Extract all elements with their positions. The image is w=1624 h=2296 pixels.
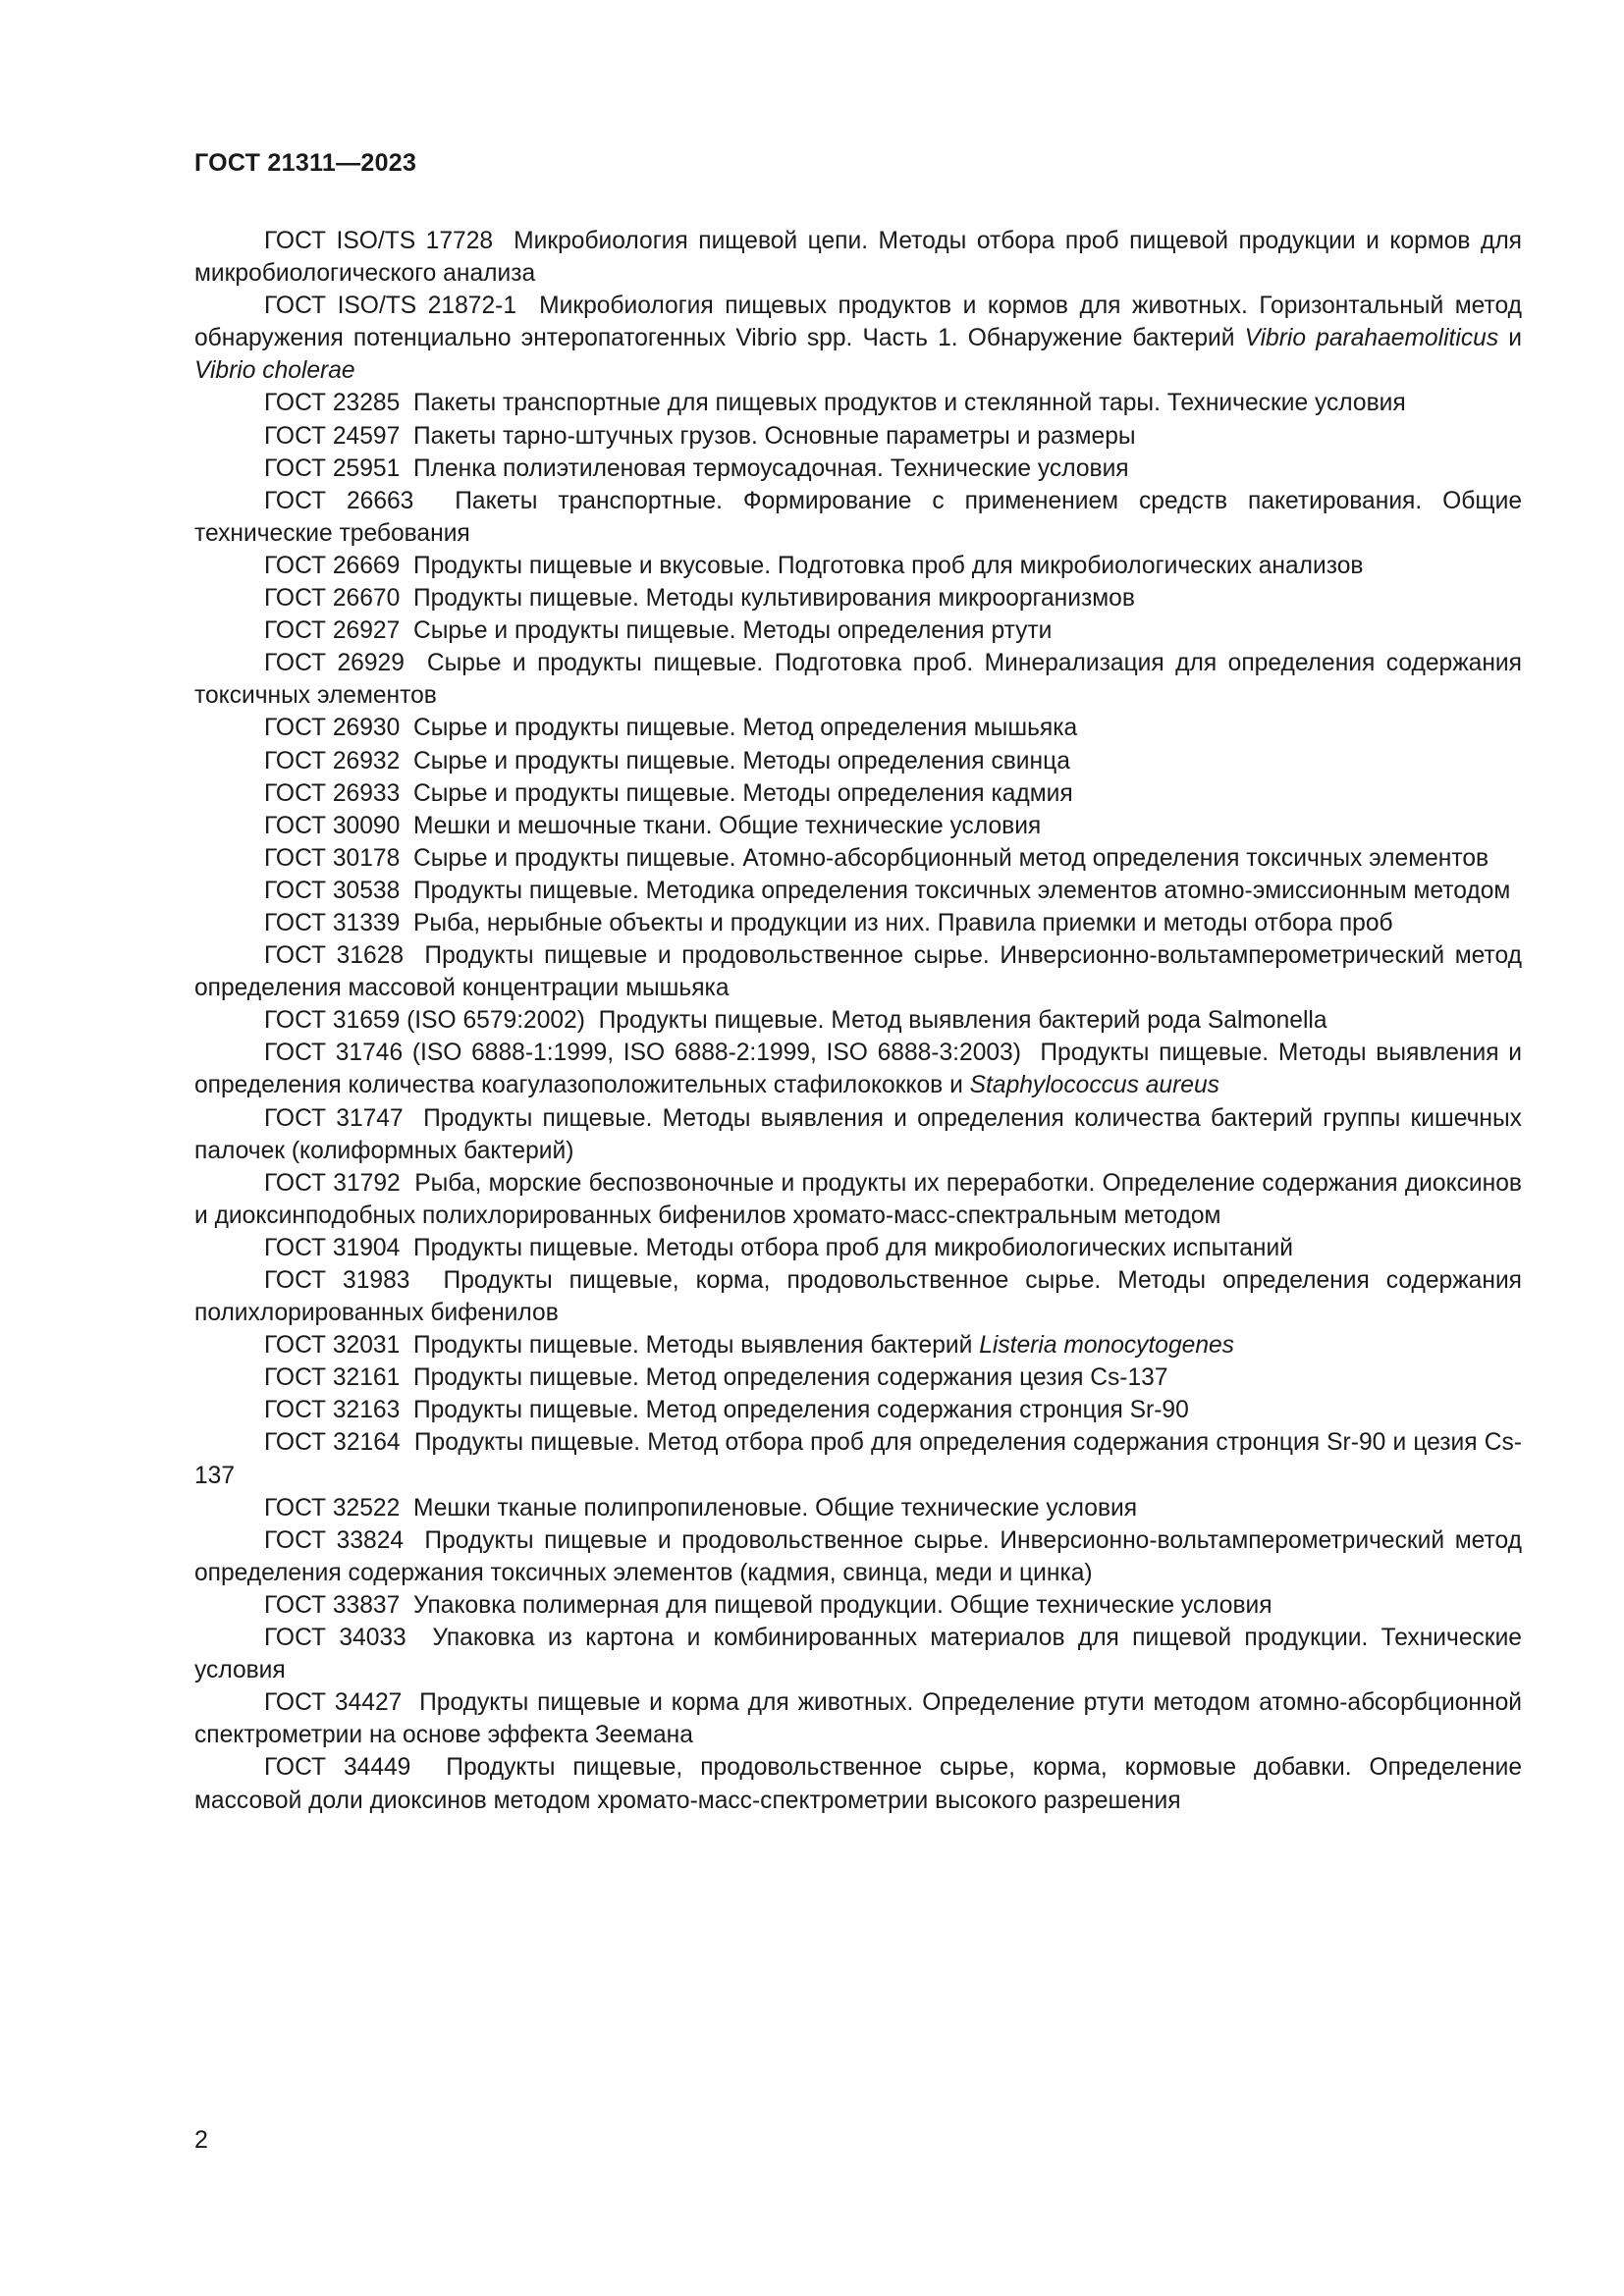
reference-code: ГОСТ 23285 (264, 390, 401, 417)
reference-code: ГОСТ ISO/TS 17728 (264, 228, 494, 254)
reference-code: ГОСТ 33824 (264, 1526, 405, 1554)
reference-item (194, 810, 1522, 842)
reference-item (194, 453, 1522, 485)
reference-code: ГОСТ 32164 (264, 1429, 401, 1457)
reference-item (194, 777, 1522, 810)
reference-title: Мешки тканые полипропиленовые. Общие технические условия (412, 1494, 1138, 1522)
reference-code: ГОСТ 31792 (264, 1169, 401, 1197)
reference-title: Продукты пищевые. Метод отбора проб для определения содержания стронция Sr-90 и цезия Cs-137 (194, 1429, 1522, 1489)
reference-title: Микробиология пищевых продуктов и кормов для животных. Горизонтальный метод обнаружения потенциально энтеропатогенных Vibrio spp. Часть 1. Обнаружение бактерий (194, 293, 1522, 352)
reference-code: ГОСТ 32161 (264, 1364, 401, 1392)
reference-title: Продукты пищевые, продовольственное сырье, корма, кормовые добавки. Определение массовой доли диоксинов методом хромато-масс-спектрометрии высокого разрешения (194, 1754, 1523, 1814)
reference-species-name: Vibrio parahaemoliticus (1244, 325, 1499, 352)
reference-title: Упаковка из картона и комбинированных материалов для пищевой продукции. Технические условия (194, 1625, 1522, 1684)
reference-code: ГОСТ 26930 (264, 715, 401, 742)
reference-item (194, 1004, 1522, 1037)
reference-item (194, 1264, 1522, 1329)
reference-item (194, 1589, 1522, 1622)
reference-title: Продукты пищевые. Метод выявления бактерий рода Salmonella (598, 1007, 1327, 1035)
reference-title: Рыба, морские беспозвоночные и продукты их переработки. Определение содержания диоксинов и диоксинподобных полихлорированных бифенилов хромато-масс-спектральным методом (194, 1169, 1522, 1229)
reference-item (194, 1232, 1522, 1264)
reference-code: ГОСТ 26669 (264, 552, 401, 579)
reference-title: Сырье и продукты пищевые. Атомно-абсорбционный метод определения токсичных элементов (412, 844, 1489, 872)
reference-code: ГОСТ 31747 (264, 1104, 404, 1132)
reference-item (194, 1751, 1522, 1816)
reference-item (194, 582, 1522, 614)
reference-code: ГОСТ 34449 (264, 1754, 411, 1782)
reference-code: ГОСТ 26663 (264, 487, 414, 514)
reference-item (194, 1329, 1522, 1362)
reference-item (194, 420, 1522, 453)
reference-code: ГОСТ 32031 (264, 1332, 401, 1360)
reference-code: ГОСТ 31983 (264, 1267, 410, 1294)
reference-item (194, 745, 1522, 777)
reference-title: Продукты пищевые. Методы выявления и определения количества бактерий группы кишечных палочек (колиформных бактерий) (194, 1104, 1522, 1164)
reference-title: Продукты пищевые и корма для животных. Определение ртути методом атомно-абсорбционной спектрометрии на основе эффекта Зеемана (194, 1689, 1522, 1749)
reference-item (194, 1524, 1522, 1589)
reference-title: Сырье и продукты пищевые. Методы определения свинца (412, 747, 1070, 774)
reference-code: ГОСТ 33837 (264, 1591, 401, 1619)
reference-title: Продукты пищевые и вкусовые. Подготовка проб для микробиологических анализов (412, 552, 1364, 579)
reference-code: ГОСТ 26670 (264, 585, 401, 613)
reference-code: ГОСТ 30538 (264, 877, 401, 904)
reference-item (194, 225, 1522, 290)
reference-item (194, 1686, 1522, 1751)
reference-item (194, 712, 1522, 744)
reference-item (194, 1167, 1522, 1232)
reference-title: Продукты пищевые. Методы отбора проб для микробиологических испытаний (412, 1234, 1293, 1261)
reference-code: ГОСТ 34427 (264, 1689, 403, 1717)
reference-code: ГОСТ 31659 (ISO 6579:2002) (264, 1007, 585, 1035)
reference-item (194, 1394, 1522, 1426)
reference-code: ГОСТ 31628 (264, 942, 405, 970)
reference-code: ГОСТ 24597 (264, 422, 401, 450)
reference-title: Пленка полиэтиленовая термоусадочная. Технические условия (412, 454, 1129, 482)
reference-code: ГОСТ 30090 (264, 812, 401, 839)
reference-title: Продукты пищевые. Методы культивирования микроорганизмов (412, 585, 1135, 613)
reference-title: Сырье и продукты пищевые. Подготовка проб. Минерализация для определения содержания токсичных элементов (194, 650, 1522, 710)
reference-title: Пакеты транспортные для пищевых продуктов и стеклянной тары. Технические условия (412, 390, 1406, 417)
reference-item (194, 387, 1522, 419)
reference-code: ГОСТ 26927 (264, 617, 401, 645)
reference-code: ГОСТ 34033 (264, 1625, 406, 1652)
reference-item (194, 1362, 1522, 1394)
references-list (194, 225, 1522, 1817)
reference-item (194, 614, 1522, 647)
reference-species-name: Vibrio cholerae (194, 357, 355, 385)
reference-title: Рыба, нерыбные объекты и продукции из них. Правила приемки и методы отбора проб (412, 909, 1393, 936)
reference-species-name: Listeria monocytogenes (979, 1332, 1234, 1360)
reference-title: и (1498, 325, 1522, 352)
reference-code: ГОСТ 26929 (264, 650, 405, 677)
reference-item (194, 647, 1522, 712)
reference-item (194, 1037, 1522, 1101)
reference-code: ГОСТ 32163 (264, 1397, 401, 1424)
reference-title: Продукты пищевые и продовольственное сырье. Инверсионно-вольтамперометрический метод определения содержания токсичных элементов (кадмия, свинца, меди и цинка) (194, 1526, 1522, 1586)
reference-item (194, 842, 1522, 875)
reference-code: ГОСТ 26932 (264, 747, 401, 774)
reference-item (194, 907, 1522, 939)
reference-item (194, 290, 1522, 387)
reference-title: Упаковка полимерная для пищевой продукции. Общие технические условия (412, 1591, 1272, 1619)
reference-code: ГОСТ 31904 (264, 1234, 401, 1261)
reference-code: ГОСТ 25951 (264, 454, 401, 482)
reference-title: Продукты пищевые. Метод определения содержания стронция Sr-90 (412, 1397, 1189, 1424)
page-number: 2 (194, 2126, 208, 2154)
reference-title: Продукты пищевые, корма, продовольственное сырье. Методы определения содержания полихлорированных бифенилов (194, 1267, 1522, 1327)
reference-item (194, 1426, 1522, 1491)
reference-title: Продукты пищевые и продовольственное сырье. Инверсионно-вольтамперометрический метод определения массовой концентрации мышьяка (194, 942, 1522, 1002)
reference-title: Сырье и продукты пищевые. Метод определения мышьяка (412, 715, 1078, 742)
reference-item (194, 875, 1522, 907)
reference-item (194, 485, 1522, 550)
reference-title: Продукты пищевые. Метод определения содержания цезия Cs-137 (412, 1364, 1168, 1392)
reference-code: ГОСТ 31746 (ISO 6888-1:1999, ISO 6888-2:1999, ISO 6888-3:2003) (264, 1040, 1021, 1067)
page-title: ГОСТ 21311—2023 (194, 149, 417, 177)
reference-code: ГОСТ 31339 (264, 909, 401, 936)
reference-title: Пакеты тарно-штучных грузов. Основные параметры и размеры (412, 422, 1136, 450)
reference-title: Мешки и мешочные ткани. Общие технические условия (412, 812, 1042, 839)
reference-item (194, 550, 1522, 582)
reference-code: ГОСТ 26933 (264, 779, 401, 807)
reference-title: Сырье и продукты пищевые. Методы определения ртути (412, 617, 1053, 645)
reference-code: ГОСТ 32522 (264, 1494, 401, 1522)
reference-item (194, 1102, 1522, 1167)
reference-title: Продукты пищевые. Методы выявления и определения количества коагулазоположительных стафилококков и (194, 1040, 1522, 1099)
reference-title: Сырье и продукты пищевые. Методы определения кадмия (412, 779, 1073, 807)
reference-title: Продукты пищевые. Методы выявления бактерий (412, 1332, 980, 1360)
reference-code: ГОСТ ISO/TS 21872-1 (264, 293, 516, 320)
reference-title: Пакеты транспортные. Формирование с применением средств пакетирования. Общие технические требования (194, 487, 1522, 547)
reference-species-name: Staphylococcus aureus (969, 1072, 1219, 1099)
reference-item (194, 1622, 1522, 1686)
reference-title: Микробиология пищевой цепи. Методы отбора проб пищевой продукции и кормов для микробиологического анализа (194, 228, 1522, 288)
reference-item (194, 939, 1522, 1004)
reference-code: ГОСТ 30178 (264, 844, 401, 872)
reference-item (194, 1492, 1522, 1524)
reference-title: Продукты пищевые. Методика определения токсичных элементов атомно-эмиссионным методом (412, 877, 1511, 904)
